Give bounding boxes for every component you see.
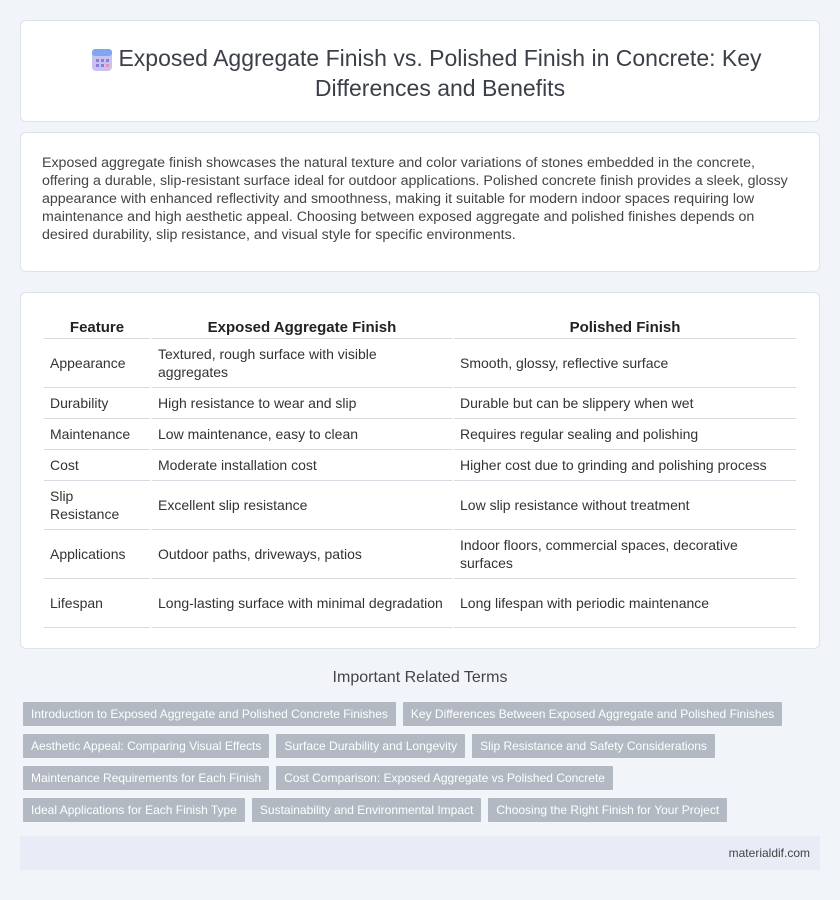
intro-card bbox=[20, 132, 820, 272]
exposed-aggregate-cell: High resistance to wear and slip bbox=[152, 388, 452, 419]
exposed-aggregate-cell: Low maintenance, easy to clean bbox=[152, 419, 452, 450]
related-term-tag[interactable]: Sustainability and Environmental Impact bbox=[252, 798, 481, 822]
table-row bbox=[44, 450, 796, 481]
page-title: Exposed Aggregate Finish vs. Polished Finish in Concrete: Key Differences and Benefits bbox=[118, 45, 762, 101]
related-term-tag[interactable]: Surface Durability and Longevity bbox=[276, 734, 465, 758]
table-row bbox=[44, 339, 796, 388]
exposed-aggregate-cell: Outdoor paths, driveways, patios bbox=[152, 530, 452, 579]
polished-cell: Durable but can be slippery when wet bbox=[454, 388, 796, 419]
exposed-aggregate-cell: Excellent slip resistance bbox=[152, 481, 452, 530]
polished-cell: Smooth, glossy, reflective surface bbox=[454, 339, 796, 388]
exposed-aggregate-cell: Moderate installation cost bbox=[152, 450, 452, 481]
footer-site-link[interactable]: materialdif.com bbox=[728, 846, 810, 860]
tag-row bbox=[23, 702, 823, 726]
column-header-exposed-aggregate: Exposed Aggregate Finish bbox=[152, 315, 452, 339]
column-header-polished: Polished Finish bbox=[454, 315, 796, 339]
table-row bbox=[44, 419, 796, 450]
related-terms-tags bbox=[23, 702, 823, 830]
intro-paragraph: Exposed aggregate finish showcases the natural texture and color variations of stones embedded in the concrete, offering a durable, slip-resistant surface ideal for outdoor applications. Polished concrete finish provides a sleek, glossy appearance with enhanced reflectivity and smoothness, making it suitable for modern indoor spaces requiring low maintenance and high aesthetic appeal. Choosing between exposed aggregate and polished finishes depends on desired durability, slip resistance, and visual style for specific environments. bbox=[42, 155, 788, 243]
table-row bbox=[44, 388, 796, 419]
column-header-feature: Feature bbox=[44, 315, 150, 339]
feature-cell: Slip Resistance bbox=[44, 481, 150, 530]
related-term-tag[interactable]: Introduction to Exposed Aggregate and Polished Concrete Finishes bbox=[23, 702, 396, 726]
feature-cell: Maintenance bbox=[44, 419, 150, 450]
polished-cell: Indoor floors, commercial spaces, decorative surfaces bbox=[454, 530, 796, 579]
feature-cell: Lifespan bbox=[44, 579, 150, 628]
tag-row bbox=[23, 798, 823, 822]
polished-cell: Long lifespan with periodic maintenance bbox=[454, 579, 796, 628]
comparison-table-card bbox=[20, 292, 820, 649]
related-term-tag[interactable]: Aesthetic Appeal: Comparing Visual Effects bbox=[23, 734, 269, 758]
related-term-tag[interactable]: Slip Resistance and Safety Considerations bbox=[472, 734, 715, 758]
related-term-tag[interactable]: Choosing the Right Finish for Your Project bbox=[488, 798, 727, 822]
exposed-aggregate-cell: Textured, rough surface with visible aggregates bbox=[152, 339, 452, 388]
calculator-icon bbox=[91, 48, 113, 72]
related-terms-heading: Important Related Terms bbox=[332, 669, 508, 686]
table-row bbox=[44, 579, 796, 628]
table-header-row bbox=[44, 315, 796, 339]
tag-row bbox=[23, 766, 823, 790]
polished-cell: Higher cost due to grinding and polishing process bbox=[454, 450, 796, 481]
related-term-tag[interactable]: Ideal Applications for Each Finish Type bbox=[23, 798, 245, 822]
feature-cell: Durability bbox=[44, 388, 150, 419]
feature-cell: Appearance bbox=[44, 339, 150, 388]
polished-cell: Requires regular sealing and polishing bbox=[454, 419, 796, 450]
table-row bbox=[44, 481, 796, 530]
related-term-tag[interactable]: Key Differences Between Exposed Aggregate and Polished Finishes bbox=[403, 702, 782, 726]
title-wrap bbox=[61, 43, 779, 103]
polished-cell: Low slip resistance without treatment bbox=[454, 481, 796, 530]
exposed-aggregate-cell: Long-lasting surface with minimal degradation bbox=[152, 579, 452, 628]
footer-bar bbox=[20, 836, 820, 870]
related-term-tag[interactable]: Cost Comparison: Exposed Aggregate vs Polished Concrete bbox=[276, 766, 613, 790]
feature-cell: Applications bbox=[44, 530, 150, 579]
related-term-tag[interactable]: Maintenance Requirements for Each Finish bbox=[23, 766, 269, 790]
tag-row bbox=[23, 734, 823, 758]
feature-cell: Cost bbox=[44, 450, 150, 481]
header-card bbox=[20, 20, 820, 122]
table-row bbox=[44, 530, 796, 579]
comparison-table bbox=[42, 315, 798, 628]
